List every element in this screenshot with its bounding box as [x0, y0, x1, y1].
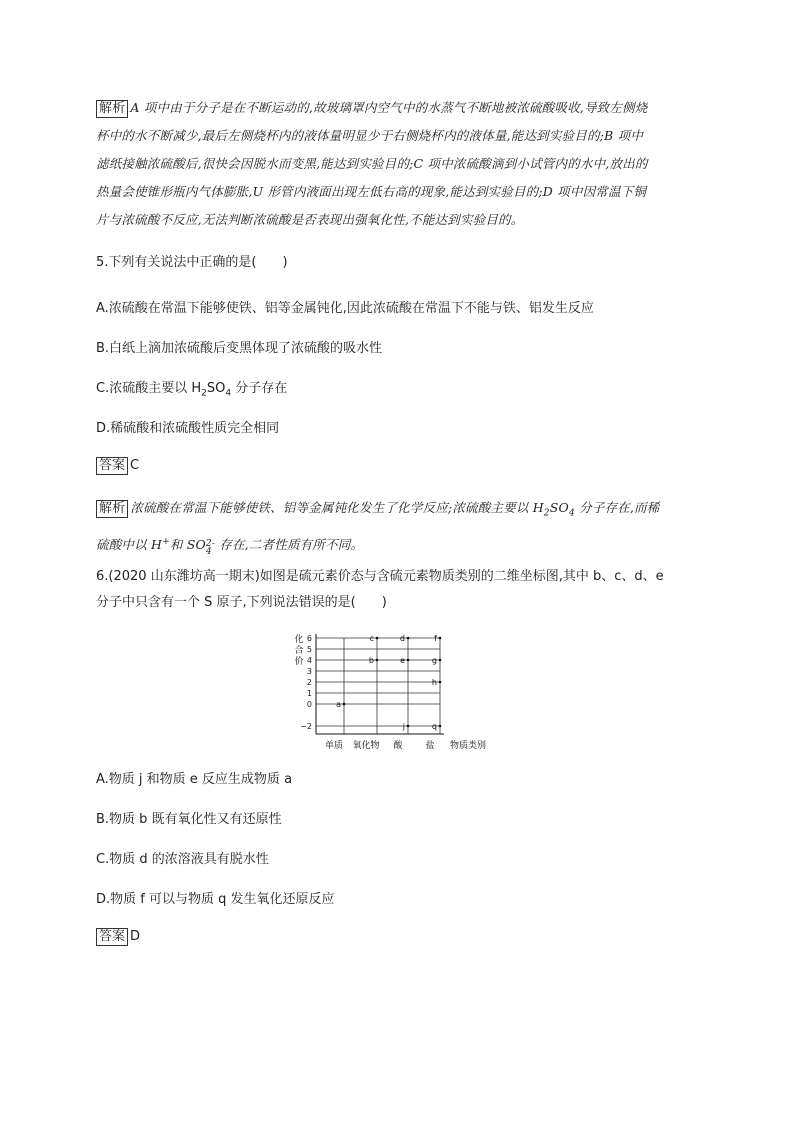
answer-label: 答案 — [96, 928, 128, 946]
data-point-c — [376, 637, 379, 640]
analysis-block-2: 解析 浓硫酸在常温下能够使铁、铝等金属钝化发生了化学反应;浓硫酸主要以 $H_2SO_4$ 分子存在,而稀 硫酸中以 H+和 SO 2- 4 存在,二者性质有所不同。 — [96, 500, 660, 557]
q5-option-b: B.白纸上滴加浓硫酸后变黑体现了浓硫酸的吸水性 — [96, 341, 383, 356]
data-point-f — [439, 637, 442, 640]
data-point-h — [439, 681, 442, 684]
point-label-q: q — [431, 722, 437, 731]
data-point-e — [407, 659, 410, 662]
point-label-h: h — [431, 678, 437, 687]
analysis-block-1 — [96, 94, 702, 234]
answer-label: 答案 — [96, 457, 128, 475]
question-6-line: 分子中只含有一个 S 原子,下列说法错误的是( ) — [96, 595, 387, 610]
analysis-label: 解析 — [96, 100, 128, 118]
data-point-a — [343, 703, 346, 706]
x-tick-label: 单质 — [324, 741, 344, 751]
analysis-line: A 项中由于分子是在不断运动的,故玻璃罩内空气中的水蒸气不断地被浓硫酸吸收,导致左侧烧 — [130, 100, 648, 115]
point-label-j: j — [402, 722, 405, 731]
q6-option-c: C.物质 d 的浓溶液具有脱水性 — [96, 852, 269, 867]
q5-option-a: A.浓硫酸在常温下能够使铁、铝等金属钝化,因此浓硫酸在常温下不能与铁、铝发生反应 — [96, 301, 594, 316]
point-label-b: b — [368, 656, 374, 665]
q6-option-d: D.物质 f 可以与物质 q 发生氧化还原反应 — [96, 892, 335, 907]
y-tick-label: 0 — [306, 700, 312, 709]
analysis-label: 解析 — [96, 500, 128, 518]
point-label-g: g — [431, 656, 437, 665]
x-axis-label: 物质类别 — [449, 741, 487, 751]
question-6-stem — [96, 564, 716, 616]
y-tick-label: 1 — [306, 689, 312, 698]
data-point-b — [376, 659, 379, 662]
x-tick-label: 盐 — [425, 741, 435, 751]
answer-value: C — [130, 458, 140, 473]
q5-answer — [96, 457, 139, 475]
y-axis-label-char: 价 — [294, 657, 304, 667]
analysis-line: 热量会使锥形瓶内气体膨胀,U 形管内液面出现左低右高的现象,能达到实验目的;D 项中因常温下铜 — [96, 184, 647, 199]
point-label-c: c — [369, 634, 374, 643]
x-tick-label: 氧化物 — [352, 741, 380, 751]
data-point-d — [407, 637, 410, 640]
point-label-f: f — [434, 634, 437, 643]
sulfur-valence-chart — [290, 630, 510, 755]
analysis-line: 杯中的水不断减少,最后左侧烧杯内的液体量明显少于右侧烧杯内的液体量,能达到实验目的;B 项中 — [96, 128, 644, 143]
q5-option-c: C.浓硫酸主要以 $H_2SO_4$ 分子存在 — [96, 381, 288, 399]
q6-answer — [96, 928, 140, 946]
y-tick-label: 6 — [306, 634, 312, 643]
data-point-g — [439, 659, 442, 662]
y-tick-label: 5 — [306, 645, 312, 654]
point-label-a: a — [336, 700, 341, 709]
y-axis-label-char: 化 — [294, 635, 304, 645]
point-label-d: d — [399, 634, 405, 643]
y-axis-label-char: 合 — [294, 646, 304, 656]
question-6-line: 6.(2020 山东潍坊高一期末)如图是硫元素价态与含硫元素物质类别的二维坐标图,其中 b、c、d、e — [96, 569, 664, 584]
analysis-line: 片与浓硫酸不反应,无法判断浓硫酸是否表现出强氧化性,不能达到实验目的。 — [96, 212, 524, 227]
q6-option-b: B.物质 b 既有氧化性又有还原性 — [96, 812, 282, 827]
y-tick-label: 2 — [306, 678, 312, 687]
q5-option-d: D.稀硫酸和浓硫酸性质完全相同 — [96, 421, 280, 436]
y-tick-label: −2 — [300, 722, 312, 731]
analysis-line: 滤纸接触浓硫酸后,很快会因脱水而变黑,能达到实验目的;C 项中浓硫酸滴到小试管内的水中,放出的 — [96, 156, 648, 171]
answer-value: D — [130, 929, 141, 944]
q6-option-a: A.物质 j 和物质 e 反应生成物质 a — [96, 772, 293, 787]
x-tick-label: 酸 — [393, 741, 403, 751]
point-label-e: e — [400, 656, 405, 665]
data-point-j — [407, 725, 410, 728]
y-tick-label: 3 — [306, 667, 312, 676]
question-5-stem: 5.下列有关说法中正确的是( ) — [96, 255, 288, 270]
y-tick-label: 4 — [306, 656, 312, 665]
data-point-q — [439, 725, 442, 728]
